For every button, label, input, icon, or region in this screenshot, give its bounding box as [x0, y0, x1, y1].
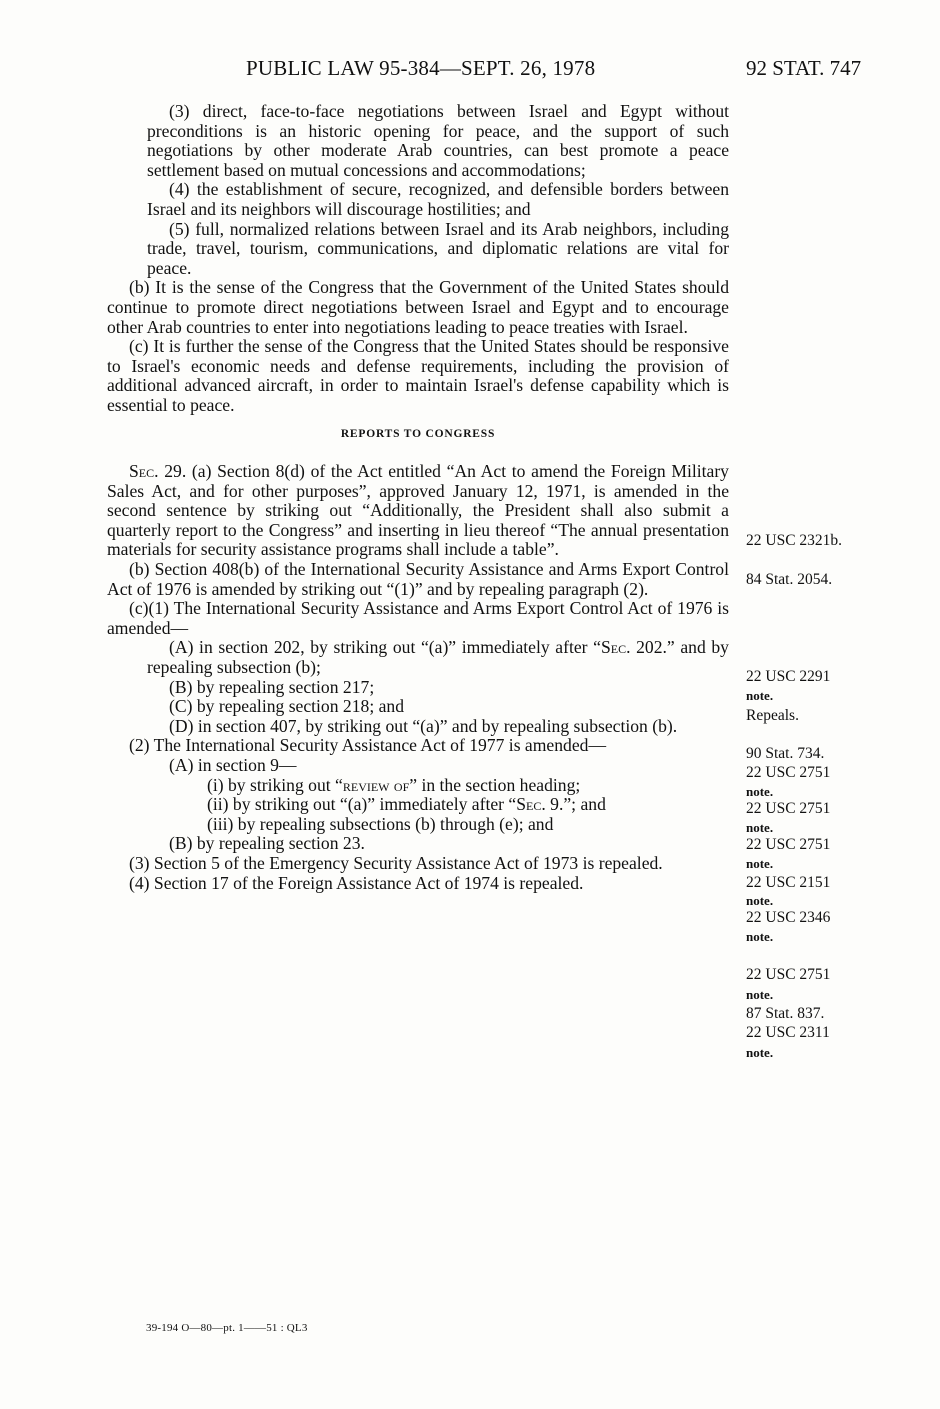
paragraph-4: (4) the establishment of secure, recognized, and defensible borders between Israel and its neighbors will discourage hostilities; and	[147, 179, 729, 219]
margin-note: 84 Stat. 2054.	[746, 571, 833, 588]
clause-c4: (4) Section 17 of the Foreign Assistance Act of 1974 is repealed.	[129, 872, 584, 893]
clause-c2-A-ii-post: 9.”; and	[545, 794, 606, 815]
statute-page-number: 92 STAT. 747	[746, 56, 862, 80]
margin-note: 87 Stat. 837.	[746, 1005, 825, 1022]
clause-c2-A-i-post: ” in the section heading;	[409, 774, 581, 795]
margin-note: 90 Stat. 734.	[746, 745, 825, 762]
margin-note: 22 USC 2321b.	[746, 532, 843, 549]
margin-note: 22 USC 2751	[746, 836, 831, 853]
clause-c1-A-post: 202.” and by repealing subsection (b);	[147, 637, 729, 678]
section-29-a-text: 29. (a) Section 8(d) of the Act entitled “An Act to amend the Foreign Military Sales Act, and for other purposes”, approved January 12, 1971, is amended in the second sentence by striking out “Additionally, the President shall also submit a quarterly report to the Congress” and inserting in lieu thereof “The annual presentation materials for security assistance programs shall include a table”.	[107, 461, 729, 560]
margin-note: 22 USC 2291	[746, 668, 831, 685]
margin-note: 22 USC 2346	[746, 909, 831, 926]
margin-note: 22 USC 2751	[746, 764, 831, 781]
section-29-b: (b) Section 408(b) of the International Security Assistance and Arms Export Control Act of 1976 is amended by striking out “(1)” and by repealing paragraph (2).	[107, 559, 729, 599]
margin-note: note.	[746, 856, 774, 871]
margin-note: note.	[746, 893, 774, 908]
running-header: PUBLIC LAW 95-384—SEPT. 26, 1978	[246, 56, 596, 80]
margin-note: note.	[746, 784, 774, 799]
subsection-b: (b) It is the sense of the Congress that the Government of the United States should continue to promote direct negotiations between Israel and Egypt and to encourage other Arab countries to enter into negotiations leading to peace treaties with Israel.	[107, 277, 729, 337]
body-upper	[107, 102, 729, 893]
clause-c1-A-sec: Sec.	[600, 637, 631, 658]
clause-c2: (2) The International Security Assistance Act of 1977 is amended—	[129, 735, 607, 756]
clause-c2-A-i-sc: review of	[342, 774, 410, 795]
clause-c2-A-i	[107, 776, 729, 796]
sec-label: Sec.	[129, 461, 159, 482]
section-29-a	[107, 462, 729, 560]
margin-note: Repeals.	[746, 707, 799, 724]
margin-note: 22 USC 2311	[746, 1024, 830, 1041]
clause-c2-A-i-pre: (i) by striking out “	[207, 774, 343, 795]
margin-note: 22 USC 2751	[746, 800, 831, 817]
section-29-c-1: (c)(1) The International Security Assistance and Arms Export Control Act of 1976 is amended—	[107, 598, 729, 638]
clause-c2-A-ii	[107, 795, 729, 815]
subsection-c: (c) It is further the sense of the Congress that the United States should be responsive to Israel's economic needs and defense requirements, including the provision of additional advanced aircraft, in order to maintain Israel's defense capability which is essential to peace.	[107, 336, 729, 415]
clause-c2-A-ii-sec: Sec.	[516, 794, 546, 815]
margin-note: note.	[746, 820, 774, 835]
clause-c1-D: (D) in section 407, by striking out “(a)” and by repealing subsection (b).	[169, 715, 678, 736]
clause-c3: (3) Section 5 of the Emergency Security Assistance Act of 1973 is repealed.	[129, 852, 663, 873]
clause-c2-A: (A) in section 9—	[169, 755, 297, 775]
margin-note: 22 USC 2751	[746, 966, 831, 983]
margin-note: note.	[746, 987, 774, 1002]
clause-c2-B: (B) by repealing section 23.	[169, 833, 365, 854]
margin-note: note.	[746, 929, 774, 944]
section-heading: REPORTS TO CONGRESS	[340, 427, 496, 440]
clause-c2-A-iii: (iii) by repealing subsections (b) through (e); and	[207, 813, 554, 834]
paragraph-5: (5) full, normalized relations between Israel and its Arab neighbors, including trade, travel, tourism, communications, and diplomatic relations are vital for peace.	[147, 218, 729, 278]
clause-c2-A-ii-pre: (ii) by striking out “(a)” immediately after “	[207, 794, 517, 815]
margin-note: 22 USC 2151	[746, 874, 831, 891]
paragraph-3: (3) direct, face-to-face negotiations between Israel and Egypt without preconditions is an historic opening for peace, and the support of such negotiations by other moderate Arab countries, can best promote a peace settlement based on mutual concessions and accommodations;	[147, 101, 729, 180]
margin-note: note.	[746, 688, 774, 703]
clause-c1-B: (B) by repealing section 217;	[169, 676, 375, 697]
print-footer: 39-194 O—80—pt. 1——51 : QL3	[146, 1322, 308, 1334]
clause-c1-C: (C) by repealing section 218; and	[169, 696, 405, 717]
margin-note: note.	[746, 1045, 774, 1060]
clause-c1-A	[107, 638, 729, 677]
clause-c1-A-pre: (A) in section 202, by striking out “(a)” immediately after “	[169, 637, 601, 658]
